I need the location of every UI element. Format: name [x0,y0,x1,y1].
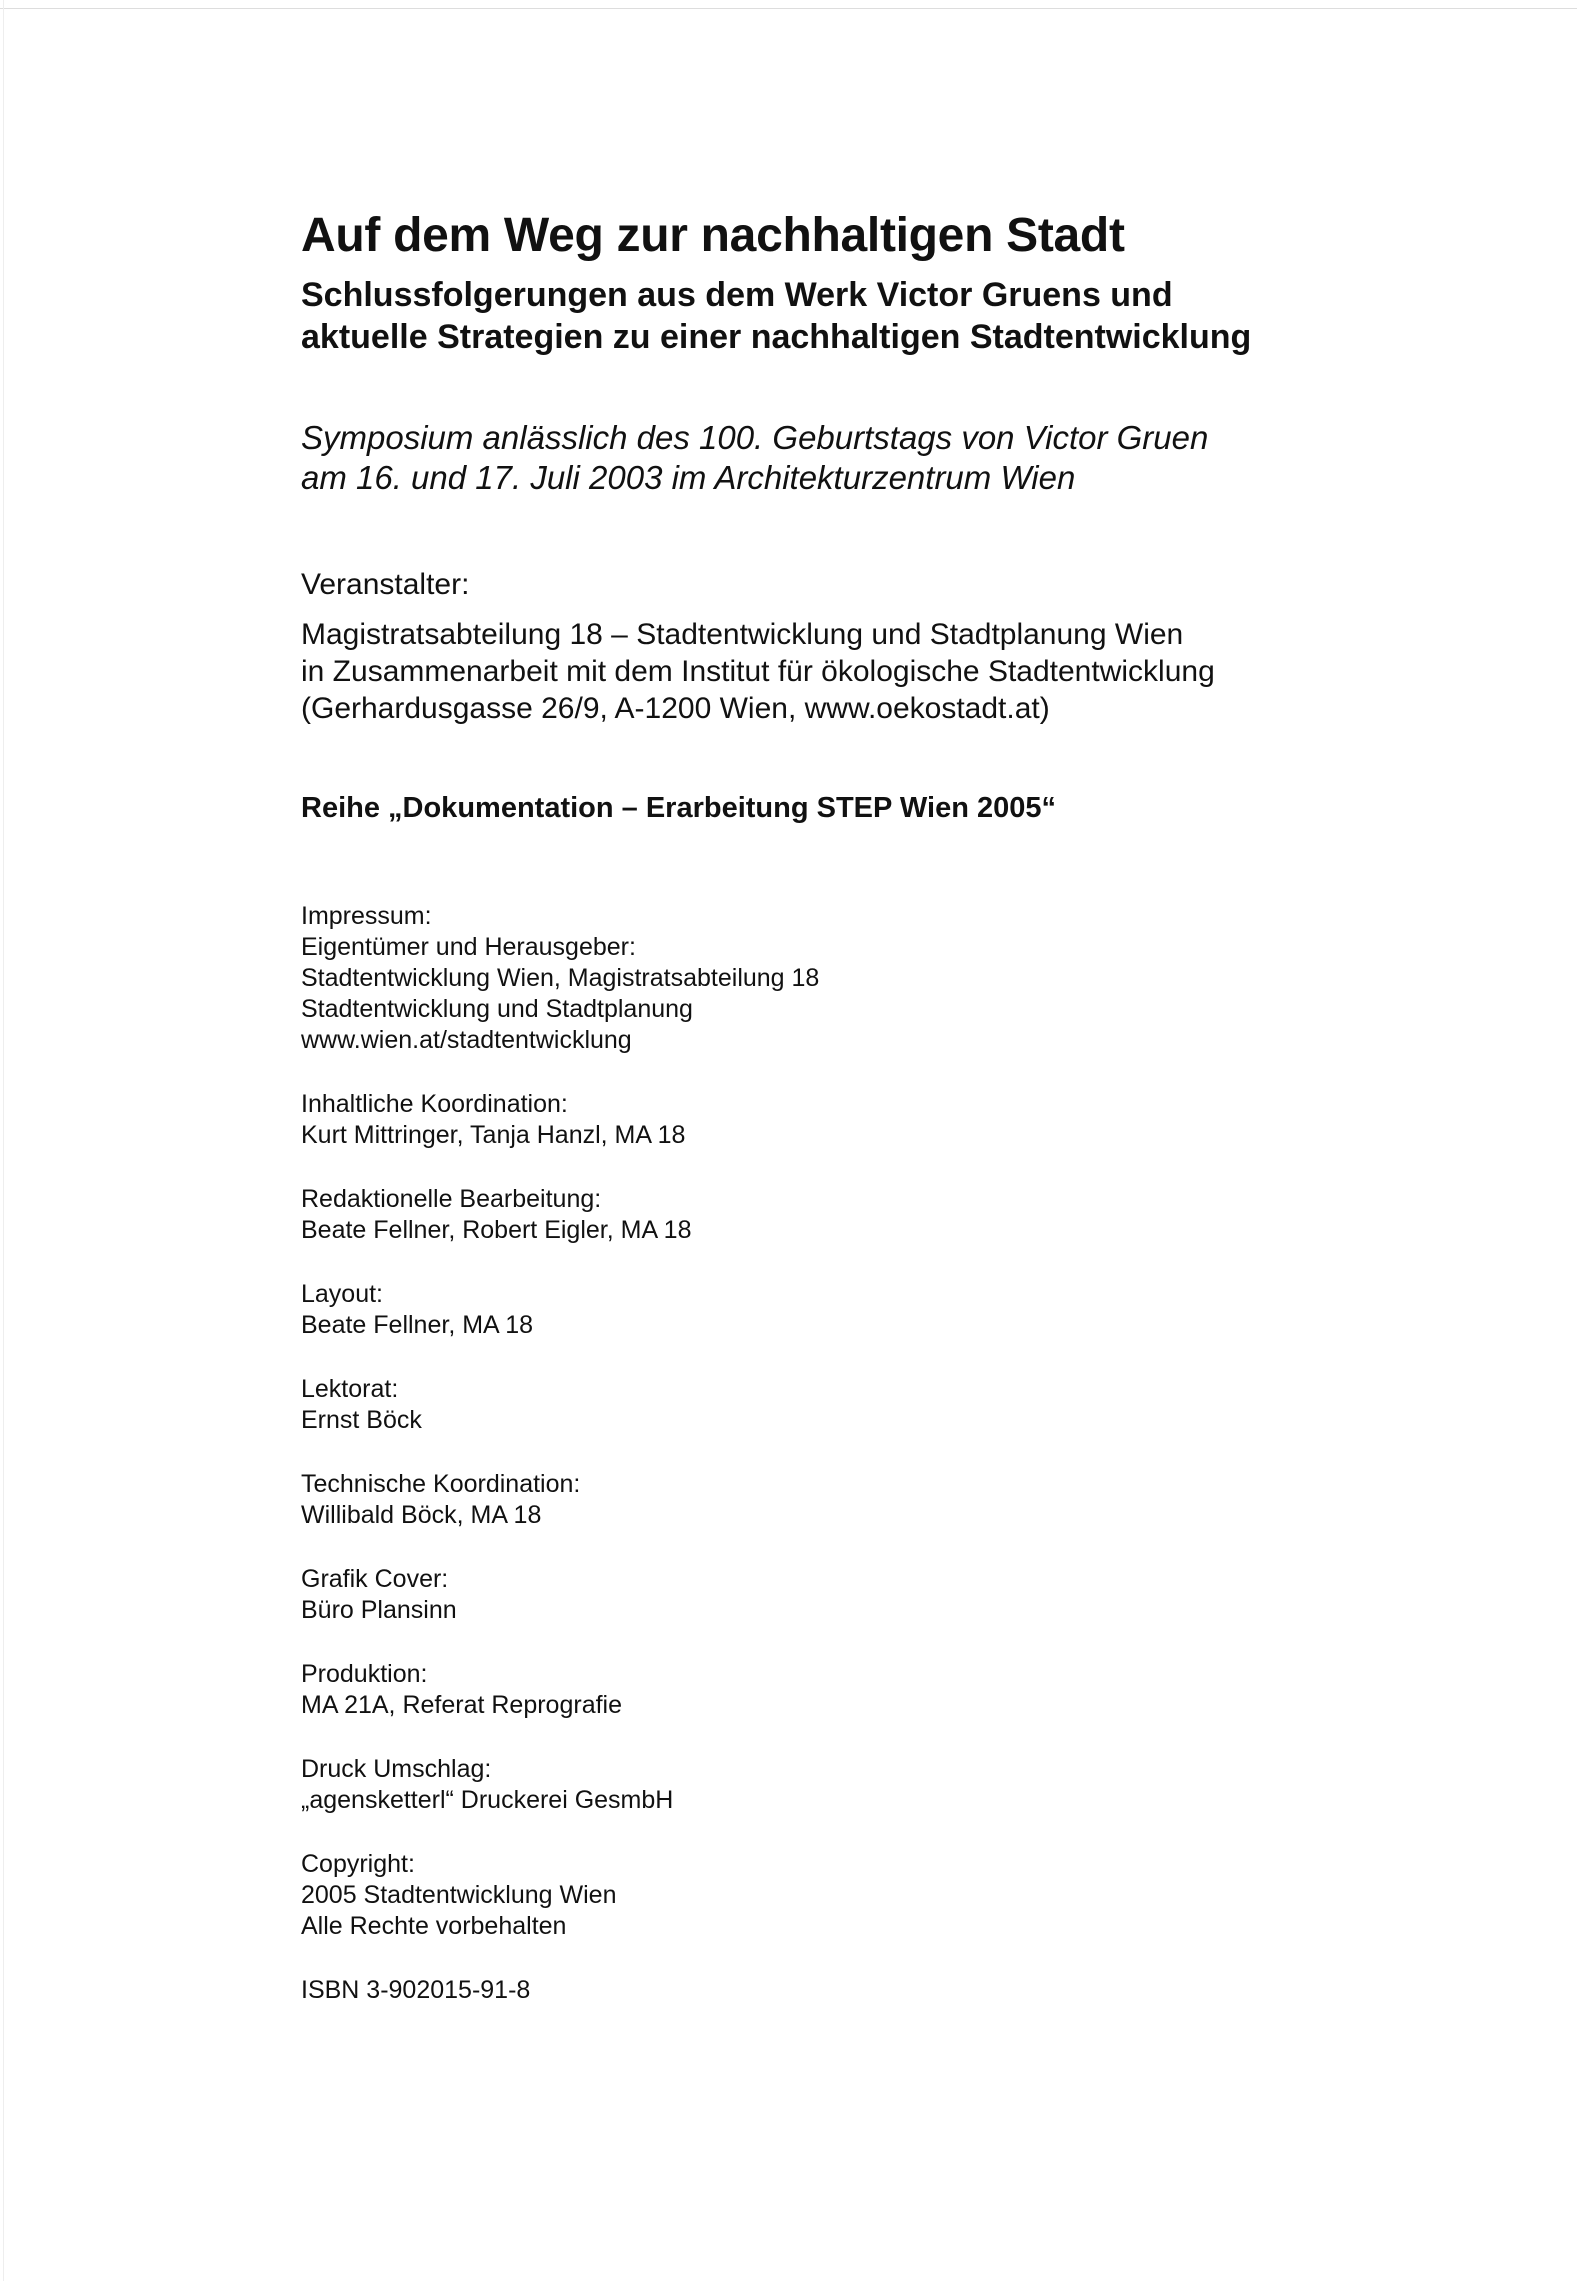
impressum-line: Technische Koordination: [301,1470,581,1498]
impressum-cover-graphics [301,1564,1451,1626]
impressum-line: Alle Rechte vorbehalten [301,1912,567,1940]
impressum-line: Lektorat: [301,1375,399,1403]
impressum-line: Beate Fellner, MA 18 [301,1311,534,1339]
impressum-line: Druck Umschlag: [301,1755,492,1783]
impressum-line: „agensketterl“ Druckerei GesmbH [301,1786,674,1814]
impressum-owner-block [301,901,1451,1056]
impressum-line: Ernst Böck [301,1406,422,1434]
subtitle-line: Schlussfolgerungen aus dem Werk Victor Gruens und [301,276,1173,314]
symposium-info [301,418,1451,498]
scan-edge-left [3,0,4,2281]
impressum-line: www.wien.at/stadtentwicklung [301,1026,632,1054]
isbn-number: ISBN 3-902015-91-8 [301,1976,531,2004]
organizer-line: in Zusammenarbeit mit dem Institut für ökologische Stadtentwicklung [301,655,1215,688]
impressum-line: Layout: [301,1280,384,1308]
impressum-line: Inhaltliche Koordination: [301,1090,568,1118]
series-title: Reihe „Dokumentation – Erarbeitung STEP Wien 2005“ [301,792,1056,824]
organizer-line: Magistratsabteilung 18 – Stadtentwicklung und Stadtplanung Wien [301,618,1184,651]
organizer-info [301,616,1451,727]
impressum-cover-print [301,1754,1451,1816]
impressum-line: 2005 Stadtentwicklung Wien [301,1881,617,1909]
organizer-line: (Gerhardusgasse 26/9, A-1200 Wien, www.oekostadt.at) [301,692,1050,725]
page-title: Auf dem Weg zur nachhaltigen Stadt [301,209,1125,262]
impressum-editing [301,1184,1451,1246]
symposium-line: Symposium anlässlich des 100. Geburtstags von Victor Gruen [301,419,1209,456]
impressum-line: Kurt Mittringer, Tanja Hanzl, MA 18 [301,1121,686,1149]
impressum-copyright [301,1849,1451,1942]
impressum-line: Redaktionelle Bearbeitung: [301,1185,602,1213]
impressum-layout [301,1279,1451,1341]
impressum-line: Büro Plansinn [301,1596,457,1624]
organizer-label: Veranstalter: [301,568,470,601]
impressum-proofreading [301,1374,1451,1436]
impressum-line: Eigentümer und Herausgeber: [301,933,636,961]
impressum-line: Stadtentwicklung Wien, Magistratsabteilung 18 [301,964,820,992]
impressum [301,901,1451,2006]
subtitle-line: aktuelle Strategien zu einer nachhaltigen Stadtentwicklung [301,318,1252,356]
scan-edge-top [0,8,1577,9]
symposium-line: am 16. und 17. Juli 2003 im Architekturzentrum Wien [301,459,1076,496]
impressum-line: Willibald Böck, MA 18 [301,1501,542,1529]
page-content [301,208,1451,2039]
impressum-line: MA 21A, Referat Reprografie [301,1691,622,1719]
impressum-content-coordination [301,1089,1451,1151]
impressum-isbn [301,1975,1451,2006]
page-subtitle [301,274,1451,358]
impressum-line: Beate Fellner, Robert Eigler, MA 18 [301,1216,692,1244]
impressum-line: Grafik Cover: [301,1565,449,1593]
impressum-technical-coordination [301,1469,1451,1531]
impressum-line: Copyright: [301,1850,415,1878]
impressum-line: Impressum: [301,902,432,930]
impressum-production [301,1659,1451,1721]
impressum-line: Produktion: [301,1660,428,1688]
impressum-line: Stadtentwicklung und Stadtplanung [301,995,693,1023]
